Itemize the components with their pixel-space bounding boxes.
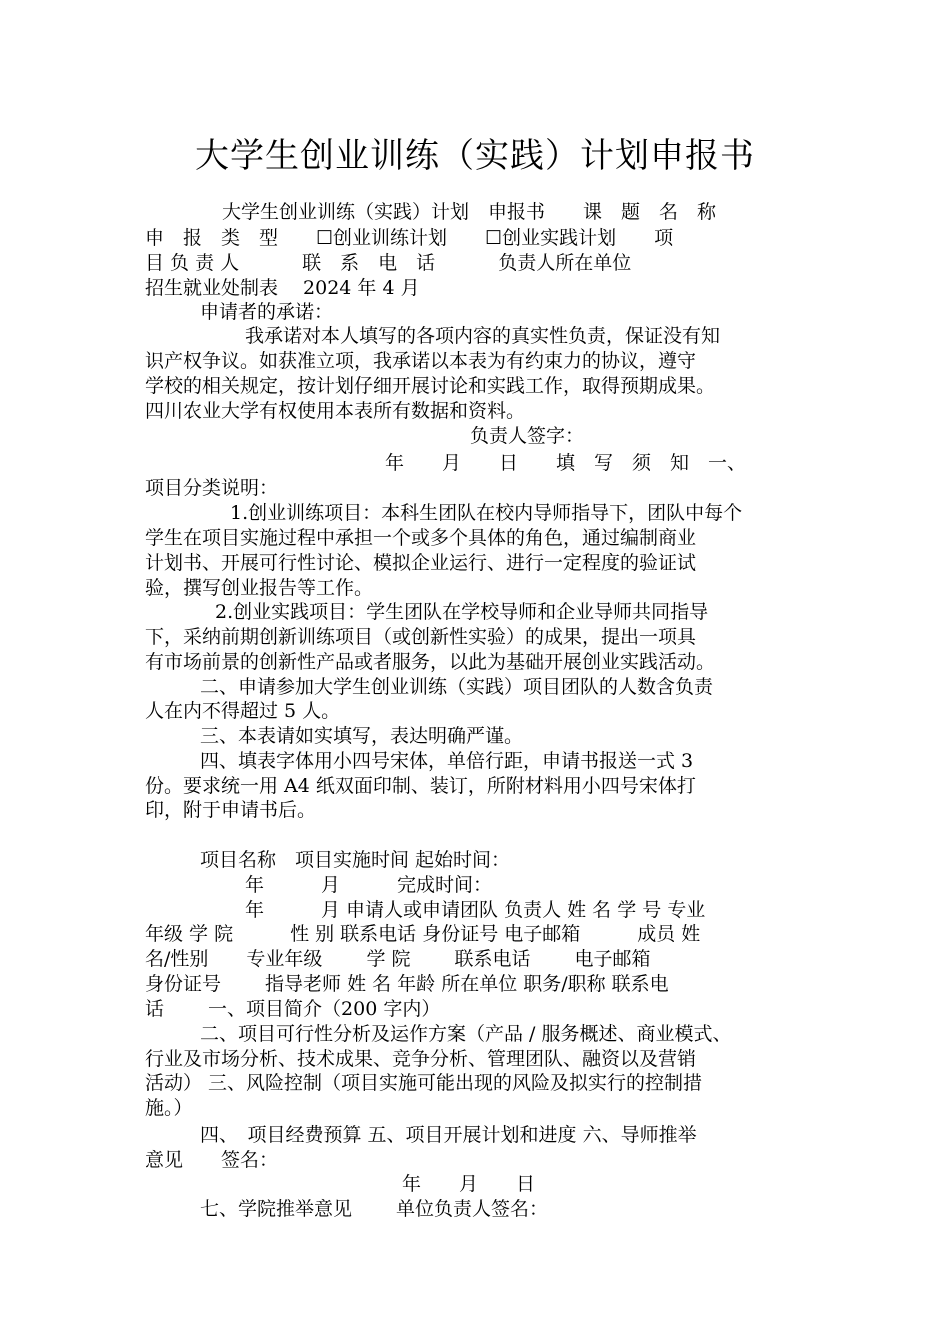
- team-size-rule: 二、申请参加大学生创业训练（实践）项目团队的人数含负责: [200, 676, 714, 698]
- budget-plan-advisor-heading: 四、 项目经费预算 五、项目开展计划和进度 六、导师推举: [200, 1124, 697, 1146]
- commitment-heading: 申请者的承诺：: [200, 301, 334, 323]
- practice-project-text: 有市场前景的创新性产品或者服务，以此为基础开展创业实践活动。: [145, 651, 716, 673]
- practice-project-text: 下，采纳前期创新训练项目（或创新性实验）的成果，提出一项具: [145, 626, 697, 648]
- risk-control-heading: 施。）: [145, 1097, 193, 1119]
- training-project-text: 验，撰写创业报告等工作。: [145, 577, 374, 599]
- risk-control-heading: 活动） 三、风险控制（项目实施可能出现的风险及拟实行的控制措: [145, 1072, 703, 1094]
- applicant-info-line: 年 月 申请人或申请团队 负责人 姓 名 学 号 专业: [245, 899, 706, 921]
- college-recommendation-heading: 七、学院推举意见 单位负责人签名：: [200, 1198, 549, 1220]
- format-rule: 印，附于申请书后。: [145, 799, 317, 821]
- form-header-line: 大学生创业训练（实践）计划 申报书 课 题 名 称: [222, 201, 717, 223]
- project-leader-line: 目 负 责 人 联 系 电 话 负责人所在单位: [145, 252, 632, 274]
- format-rule: 四、填表字体用小四号宋体，单倍行距，申请书报送一式 3: [200, 750, 694, 772]
- training-project-text: 学生在项目实施过程中承担一个或多个具体的角色，通过编制商业: [145, 527, 697, 549]
- advisor-info-line: 身份证号 指导老师 姓 名 年龄 所在单位 职务/职称 联系电: [145, 973, 669, 995]
- project-summary-heading: 话 一、项目简介（200 字内）: [145, 998, 441, 1020]
- document-title: 大学生创业训练（实践）计划申报书: [195, 136, 755, 176]
- commitment-text: 学校的相关规定，按计划仔细开展讨论和实践工作，取得预期成果。: [145, 375, 716, 397]
- leader-signature-label: 负责人签字：: [470, 425, 585, 447]
- practice-project-text: 2.创业实践项目：学生团队在学校导师和企业导师共同指导: [215, 601, 709, 623]
- commitment-text: 四川农业大学有权使用本表所有数据和资料。: [145, 400, 526, 422]
- date-and-notice-heading: 年 月 日 填 写 须 知 一、: [385, 452, 747, 474]
- feasibility-heading: 二、项目可行性分析及运作方案（产品 / 服务概述、商业模式、: [200, 1023, 732, 1045]
- format-rule: 份。要求统一用 A4 纸双面印制、装订，所附材料用小四号宋体打: [145, 775, 696, 797]
- issuer-date-line: 招生就业处制表 2024 年 4 月: [145, 277, 420, 299]
- member-info-line: 名/性别 专业年级 学 院 联系电话 电子邮箱: [145, 948, 651, 970]
- feasibility-heading: 行业及市场分析、技术成果、竞争分析、管理团队、融资以及营销: [145, 1048, 697, 1070]
- training-project-text: 计划书、开展可行性讨论、模拟企业运行、进行一定程度的验证试: [145, 552, 697, 574]
- application-type-line: 申 报 类 型 ☐创业训练计划 ☐创业实践计划 项: [145, 227, 674, 249]
- completion-time-line: 年 月 完成时间：: [245, 874, 493, 896]
- classification-heading: 项目分类说明：: [145, 477, 279, 499]
- truthful-fill-rule: 三、本表请如实填写，表达明确严谨。: [200, 725, 524, 747]
- team-size-rule: 人在内不得超过 5 人。: [145, 700, 341, 722]
- project-name-time-line: 项目名称 项目实施时间 起始时间：: [200, 849, 511, 871]
- advisor-date-line: 年 月 日: [402, 1173, 536, 1195]
- advisor-signature-label: 意见 签名：: [145, 1149, 279, 1171]
- commitment-text: 识产权争议。如获准立项，我承诺以本表为有约束力的协议，遵守: [145, 350, 697, 372]
- training-project-text: 1.创业训练项目：本科生团队在校内导师指导下，团队中每个: [230, 502, 743, 524]
- commitment-text: 我承诺对本人填写的各项内容的真实性负责，保证没有知: [245, 325, 721, 347]
- applicant-info-line: 年级 学 院 性 别 联系电话 身份证号 电子邮箱 成员 姓: [145, 923, 701, 945]
